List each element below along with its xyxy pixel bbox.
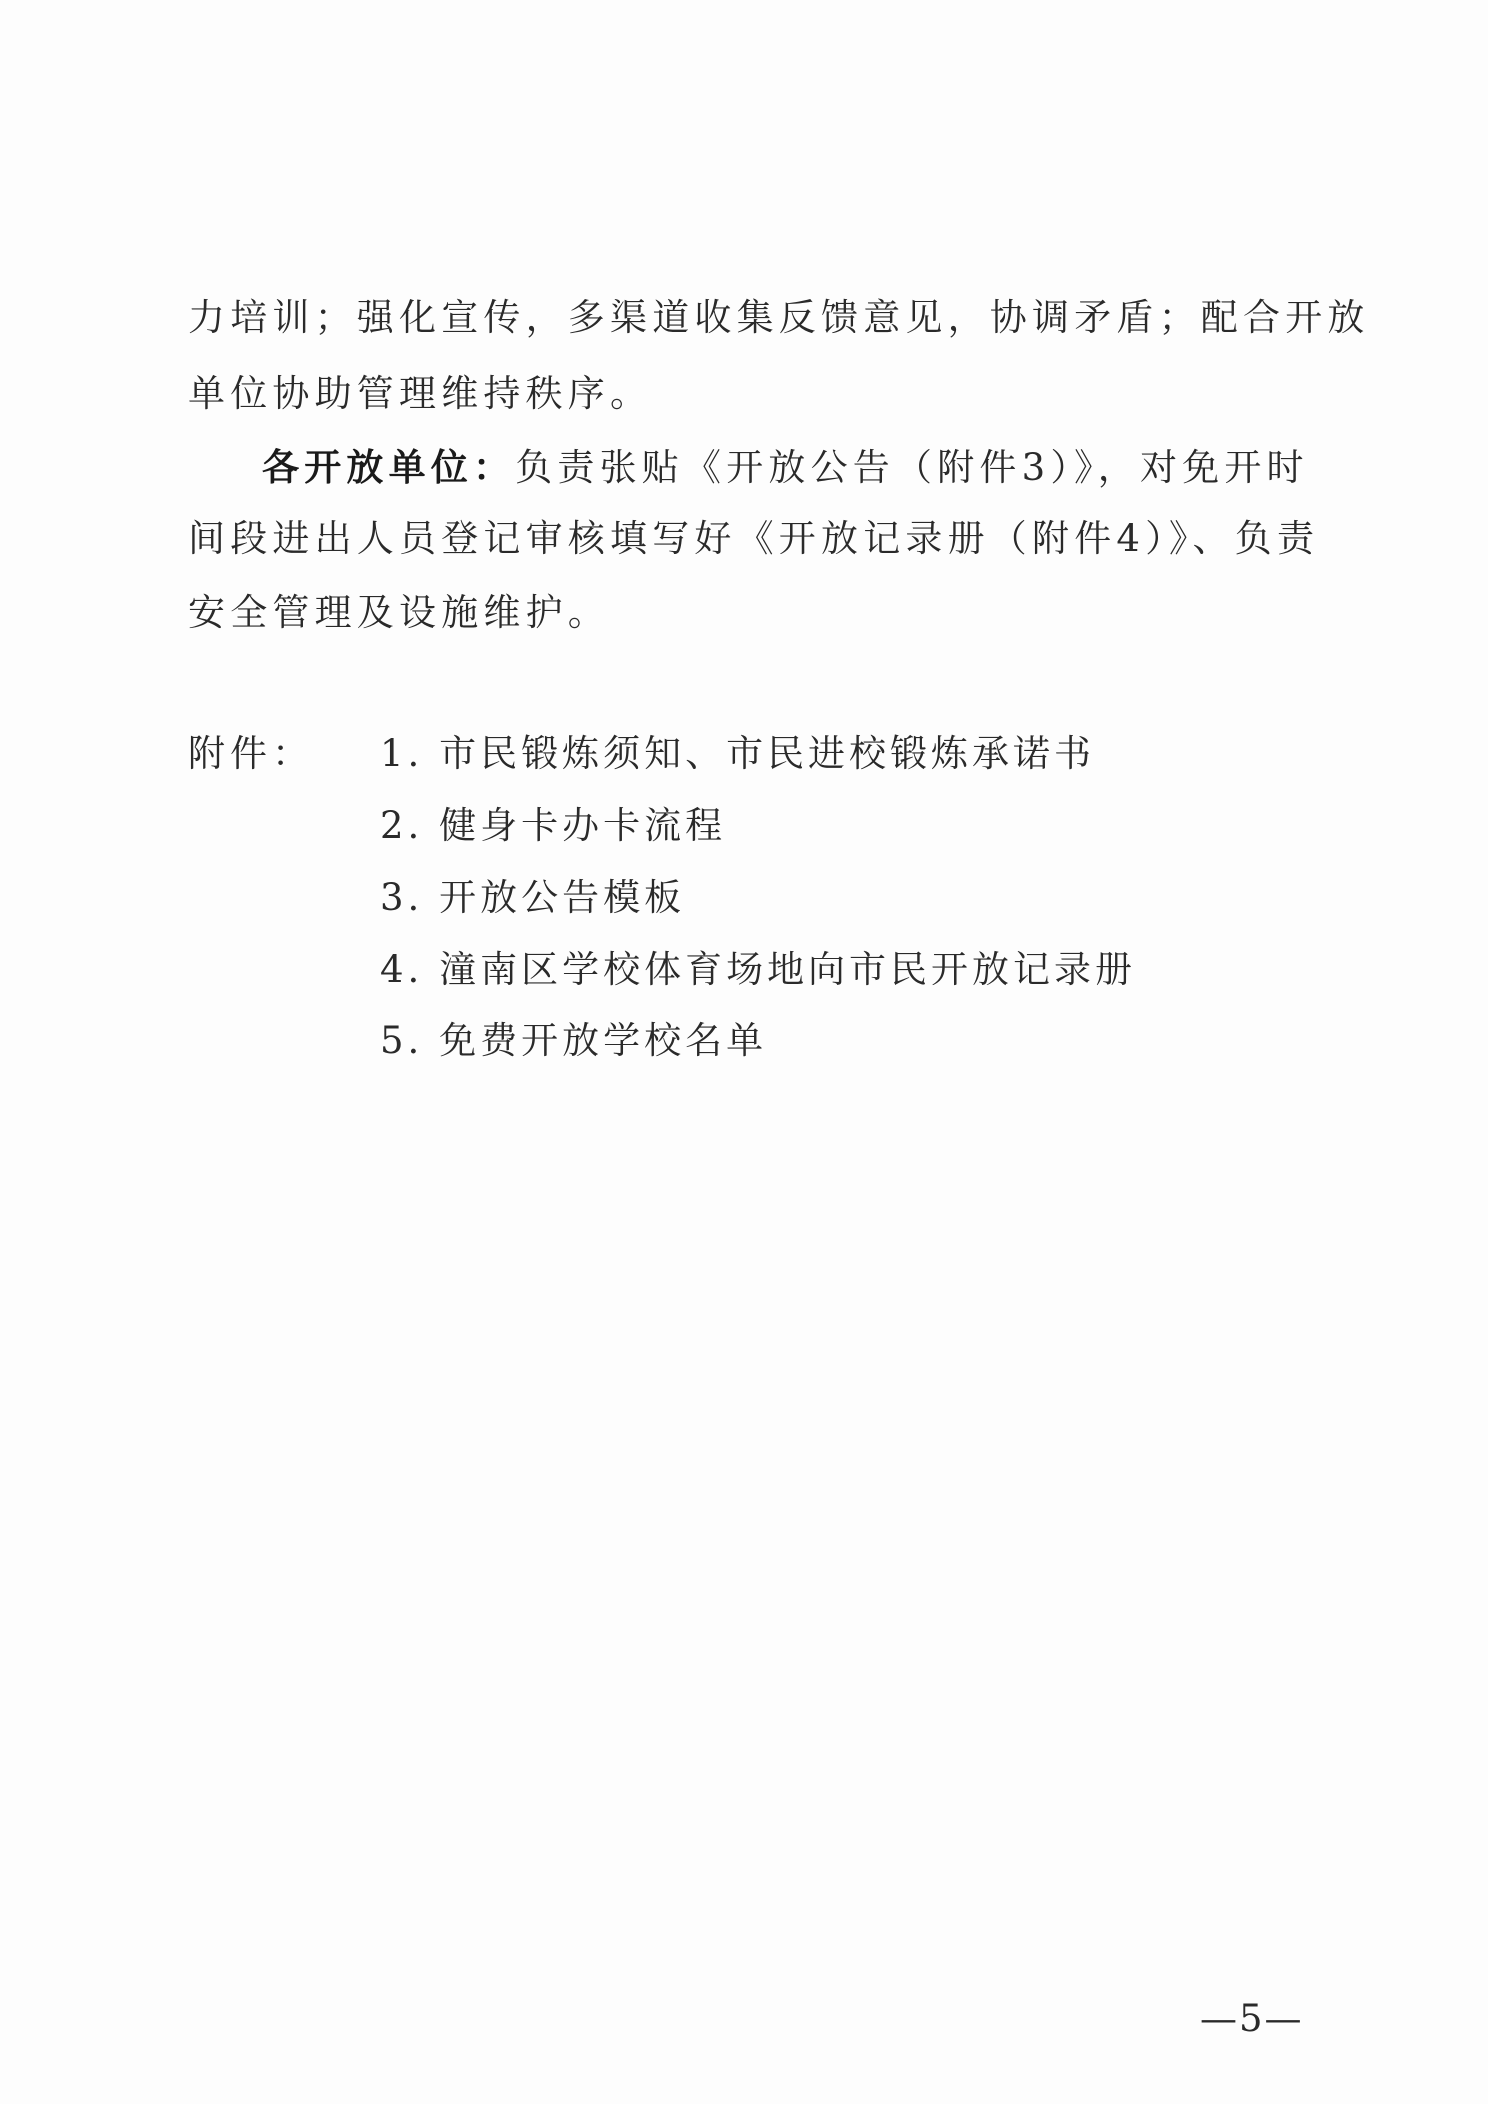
page-number: —5—: [1200, 1997, 1304, 2040]
paragraph-1-line-1: 力培训；强化宣传，多渠道收集反馈意见，协调矛盾；配合开放: [188, 296, 1370, 339]
paragraph-2-line-1-text: 负责张贴《开放公告（附件3）》，对免开时: [515, 446, 1309, 489]
attachment-item: 3. 开放公告模板: [380, 876, 686, 919]
attachment-item: 5. 免费开放学校名单: [380, 1019, 768, 1062]
paragraph-2-line-1: [262, 443, 1309, 492]
attachment-item: 4. 潼南区学校体育场地向市民开放记录册: [380, 948, 1137, 991]
paragraph-2-line-2: 间段进出人员登记审核填写好《开放记录册（附件4）》、负责: [188, 517, 1320, 560]
paragraph-1-line-2: 单位协助管理维持秩序。: [188, 372, 653, 415]
attachments-label: 附件：: [188, 732, 314, 775]
attachment-item: 1. 市民锻炼须知、市民进校锻炼承诺书: [380, 732, 1096, 775]
paragraph-2-lead: 各开放单位：: [262, 445, 516, 489]
paragraph-2-line-3: 安全管理及设施维护。: [188, 591, 610, 634]
attachment-item: 2. 健身卡办卡流程: [380, 804, 727, 847]
